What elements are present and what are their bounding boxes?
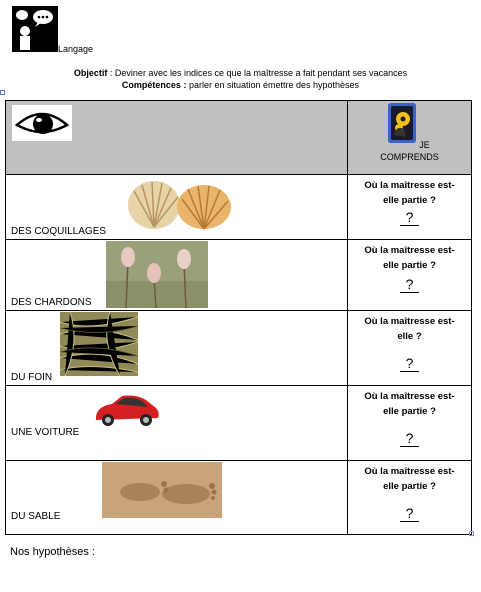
table-row [6,311,472,386]
answer-cell [348,175,472,240]
competences-label: Compétences : [121,80,187,90]
answer-mark: ? [400,276,420,293]
question-line: Où la maîtresse est- [364,180,455,191]
item-label: DU SABLE [11,511,61,522]
answer-cell [348,386,472,461]
competences-text: parler en situation émettre des hypothèses [186,80,360,90]
item-cell-sable [6,461,348,535]
answer-blank[interactable] [348,430,471,447]
answer-blank[interactable] [348,355,471,372]
answer-blank[interactable] [348,209,471,226]
item-cell-foin [6,311,348,386]
item-label: DES CHARDONS [11,297,92,308]
answer-mark: ? [400,355,420,372]
hypotheses-label: Nos hypothèses : [10,546,95,558]
brain-gears-icon [388,103,416,143]
thistles-image [106,241,208,308]
je-label: JE [419,140,430,150]
eye-icon [12,105,72,141]
question-text [348,243,471,273]
question-text [348,314,471,344]
item-label: UNE VOITURE [11,427,80,438]
answer-mark: ? [400,430,420,447]
question-line: elle partie ? [383,260,436,271]
question-line: Où la maîtresse est- [364,466,455,477]
table-resize-handle[interactable] [469,531,474,536]
table-row [6,240,472,311]
answer-mark: ? [400,505,420,522]
competences-line [0,79,481,91]
table-row [6,175,472,240]
table-row [6,461,472,535]
comprends-label: COMPRENDS [380,152,439,162]
table-header-row [6,101,472,175]
sand-footprints-image [102,462,222,518]
header-right-cell [348,101,472,175]
question-text [348,178,471,208]
question-line: elle partie ? [383,195,436,206]
table-anchor-handle[interactable] [0,90,5,95]
table-row [6,386,472,461]
item-cell-coquillages [6,175,348,240]
question-text [348,389,471,419]
answer-blank[interactable] [348,276,471,293]
speaking-person-icon [12,6,58,52]
objectif-label: Objectif [73,68,108,78]
question-line: elle partie ? [383,406,436,417]
item-label: DU FOIN [11,372,53,383]
answer-mark: ? [400,209,420,226]
question-line: Où la maîtresse est- [364,391,455,402]
objectif-text: : Deviner avec les indices ce que la maîtresse a fait pendant ses vacances [107,68,408,78]
seashells-image [124,177,234,231]
question-line: Où la maîtresse est- [364,316,455,327]
question-text [348,464,471,494]
answer-cell [348,240,472,311]
activity-table [5,100,472,535]
hay-image [60,312,138,376]
header-title: Langage [58,44,94,54]
car-image [92,390,162,430]
item-cell-chardons [6,240,348,311]
answer-cell [348,311,472,386]
header-left-cell [6,101,348,175]
objectif-line [0,67,481,79]
answer-blank[interactable] [348,505,471,522]
question-line: elle partie ? [383,481,436,492]
answer-cell [348,461,472,535]
question-line: Où la maîtresse est- [364,245,455,256]
question-line: elle ? [397,331,422,342]
item-cell-voiture [6,386,348,461]
item-label: DES COQUILLAGES [11,226,107,237]
je-comprends-label [348,139,471,163]
